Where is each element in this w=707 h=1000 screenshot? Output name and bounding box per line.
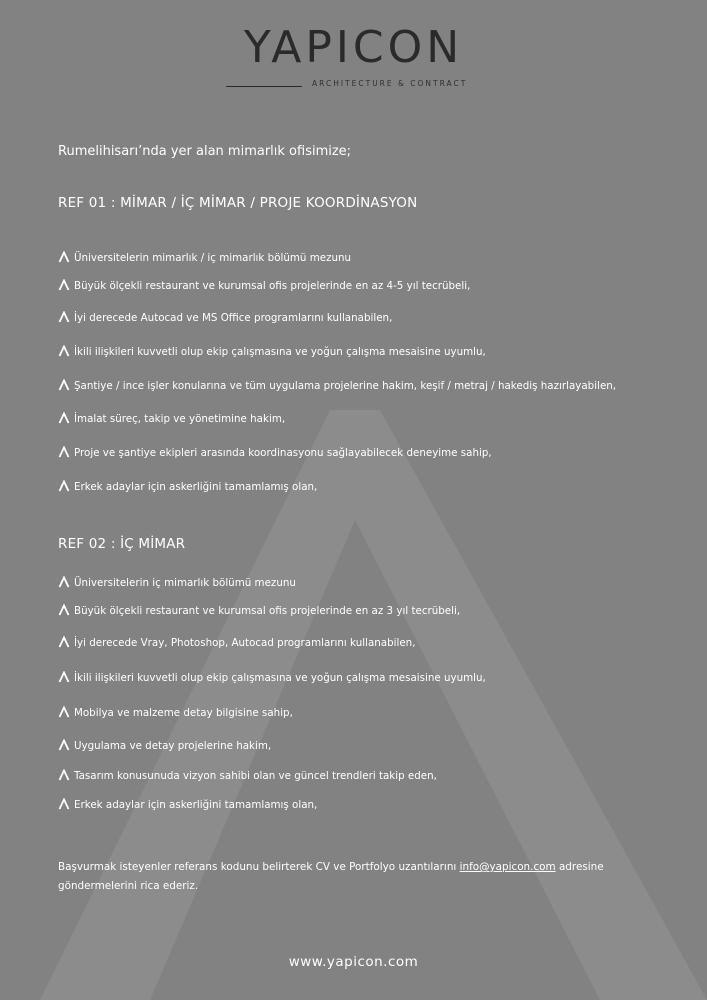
caret-up-icon xyxy=(58,671,70,683)
caret-up-icon xyxy=(58,412,70,424)
tagline-divider xyxy=(226,86,302,87)
caret-up-icon xyxy=(58,279,70,291)
ref02-title: REF 02 : İÇ MİMAR xyxy=(58,536,186,552)
tagline: ARCHITECTURE & CONTRACT xyxy=(312,79,468,88)
caret-up-icon xyxy=(58,345,70,357)
header-logo xyxy=(0,24,707,72)
caret-up-icon xyxy=(58,769,70,781)
caret-up-icon xyxy=(58,576,70,588)
caret-up-icon xyxy=(58,311,70,323)
caret-up-icon xyxy=(58,798,70,810)
caret-up-icon xyxy=(58,706,70,718)
ref01-title: REF 01 : MİMAR / İÇ MİMAR / PROJE KOORDİNASYON xyxy=(58,195,418,211)
email-link[interactable]: info@yapicon.com xyxy=(459,861,556,873)
application-note-text: Başvurmak isteyenler referans kodunu belirterek CV ve Portfolyo uzantılarını xyxy=(58,861,460,873)
website-link[interactable]: www.yapicon.com xyxy=(288,954,419,970)
caret-up-icon xyxy=(58,739,70,751)
logo-text: YAPICON xyxy=(243,22,464,73)
application-note xyxy=(58,858,658,896)
caret-up-icon xyxy=(58,480,70,492)
caret-up-icon xyxy=(58,446,70,458)
caret-up-icon xyxy=(58,604,70,616)
caret-up-icon xyxy=(58,251,70,263)
intro-text: Rumelihisarı’nda yer alan mimarlık ofisimize; xyxy=(58,144,352,159)
application-note-text-end: adresine göndermelerini rica ederiz. xyxy=(58,861,604,892)
caret-up-icon xyxy=(58,379,70,391)
tagline-row xyxy=(226,78,486,90)
caret-up-icon xyxy=(58,636,70,648)
job-posting-page: YAPICON ARCHITECTURE & CONTRACT Rumelihisarı’nda yer alan mimarlık ofisimize; REF 01 : MİMAR / İÇ MİMAR / PROJE KOORDİNASYON Üniversitelerin mimarlık / iç mimarlık bölümü mezunu Büyük ölçekli restaurant ve kurumsal ofis projelerinde en az 4-5 yıl tecrübeli, İyi derecede Autocad ve MS Office programlarını kullanabilen, İkili ilişkileri kuvvetli olup ekip çalışmasına ve yoğun çalışma mesaisine uyumlu, Şantiye / ince işler konularına ve tüm uygulama projelerine hakim, keşif / metraj / hakediş hazırlayabilen, İmalat süreç, takip ve yönetimine hakim, Proje ve şantiye ekipleri arasında koordinasyonu sağlayabilecek deneyime sahip, Erkek adaylar için askerliğini tamamlamış olan, REF 02 : İÇ MİMAR Üniversitelerin iç mimarlık bölümü mezunu Büyük ölçekli restaurant ve kurumsal ofis projelerinde en az 3 yıl tecrübeli, İyi derecede Vray, Photoshop, Autocad programlarını kullanabilen, İkili ilişkileri kuvvetli olup ekip çalışmasına ve yoğun çalışma mesaisine uyumlu, Mobilya ve malzeme detay bilgisine sahip, Uygulama ve detay projelerine hakim, Tasarım konusunuda vizyon sahibi olan ve güncel trendleri takip eden, Erkek adaylar için askerliğini tamamlamış olan, Başvurmak isteyenler referans kodunu belirterek CV ve Portfolyo uzantılarını info@yapicon.com adresine göndermelerini rica ederiz. www.yapicon.com xyxy=(0,0,707,1000)
